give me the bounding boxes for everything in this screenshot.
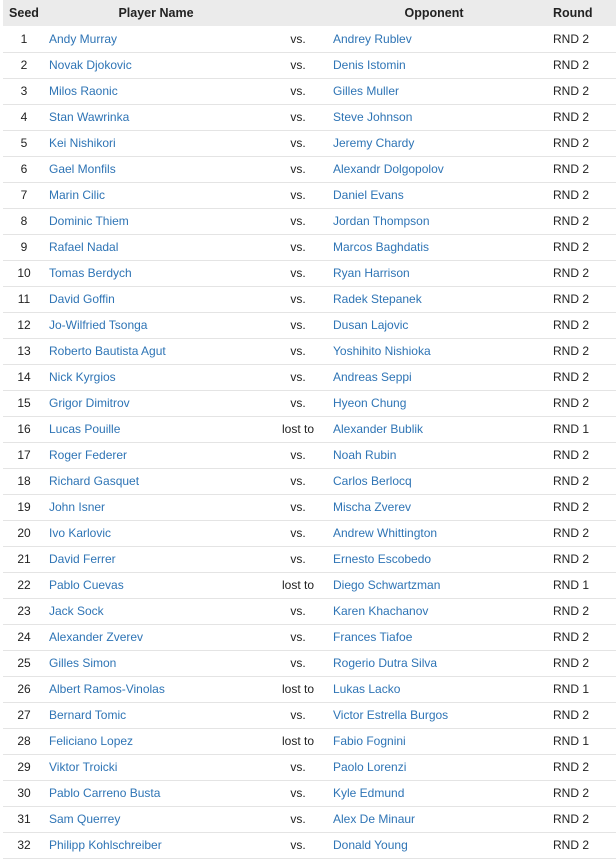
opponent-name-link[interactable]: Rogerio Dutra Silva: [333, 656, 438, 670]
round-cell: RND 2: [553, 448, 590, 462]
table-row: [3, 806, 616, 832]
table-body: [3, 26, 616, 858]
round-cell: RND 2: [553, 708, 590, 722]
player-name-link[interactable]: Jack Sock: [49, 604, 104, 618]
result-cell: vs.: [290, 812, 306, 826]
result-cell: vs.: [290, 838, 306, 852]
result-cell: vs.: [290, 318, 306, 332]
seed-cell: 2: [20, 58, 28, 72]
result-cell: vs.: [290, 110, 306, 124]
round-cell: RND 2: [553, 266, 590, 280]
opponent-name-link[interactable]: Gilles Muller: [333, 84, 400, 98]
opponent-name-link[interactable]: Diego Schwartzman: [333, 578, 441, 592]
seed-cell: 10: [17, 266, 31, 280]
player-name-link[interactable]: Rafael Nadal: [49, 240, 119, 254]
seed-cell: 31: [17, 812, 31, 826]
result-cell: lost to: [281, 578, 314, 592]
round-cell: RND 2: [553, 110, 590, 124]
opponent-name-link[interactable]: Ryan Harrison: [333, 266, 410, 280]
result-cell: vs.: [290, 344, 306, 358]
seed-cell: 15: [17, 396, 31, 410]
round-cell: RND 2: [553, 188, 590, 202]
round-cell: RND 2: [553, 630, 590, 644]
seed-cell: 16: [17, 422, 31, 436]
round-cell: RND 2: [553, 396, 590, 410]
player-name-link[interactable]: Albert Ramos-Vinolas: [49, 682, 165, 696]
round-cell: RND 1: [553, 422, 590, 436]
seed-cell: 3: [20, 84, 28, 98]
table-row: [3, 286, 616, 312]
seed-cell: 9: [20, 240, 28, 254]
seed-cell: 7: [20, 188, 28, 202]
round-cell: RND 2: [553, 838, 590, 852]
table-row: [3, 182, 616, 208]
player-name-link[interactable]: Grigor Dimitrov: [49, 396, 130, 410]
opponent-name-link[interactable]: Lukas Lacko: [333, 682, 401, 696]
result-cell: vs.: [290, 188, 306, 202]
player-name-link[interactable]: Roger Federer: [49, 448, 128, 462]
seed-cell: 6: [20, 162, 28, 176]
header-opponent: Opponent: [404, 6, 464, 20]
opponent-name-link[interactable]: Denis Istomin: [333, 58, 406, 72]
player-name-link[interactable]: Richard Gasquet: [49, 474, 140, 488]
round-cell: RND 2: [553, 786, 590, 800]
seed-cell: 13: [17, 344, 31, 358]
seed-cell: 14: [17, 370, 31, 384]
player-name-link[interactable]: Feliciano Lopez: [49, 734, 134, 748]
seed-cell: 11: [17, 292, 31, 306]
opponent-name-link[interactable]: Marcos Baghdatis: [333, 240, 430, 254]
player-name-link[interactable]: David Goffin: [49, 292, 115, 306]
round-cell: RND 2: [553, 656, 590, 670]
player-name-link[interactable]: Ivo Karlovic: [49, 526, 112, 540]
table-header: [3, 0, 616, 26]
header-round: Round: [553, 6, 593, 20]
seed-cell: 29: [17, 760, 31, 774]
round-cell: RND 2: [553, 31, 590, 46]
round-cell: RND 2: [553, 760, 590, 774]
result-cell: vs.: [290, 526, 306, 540]
player-name-link[interactable]: Dominic Thiem: [49, 214, 129, 228]
table-row: [3, 52, 616, 78]
result-cell: vs.: [290, 630, 306, 644]
table-row: [3, 832, 616, 858]
table-row: [3, 754, 616, 780]
player-name-link[interactable]: Bernard Tomic: [49, 708, 127, 722]
result-cell: vs.: [290, 448, 306, 462]
result-cell: vs.: [290, 552, 306, 566]
table-row: [3, 468, 616, 494]
player-name-link[interactable]: Andy Murray: [49, 31, 118, 46]
seed-cell: 23: [17, 604, 31, 618]
result-cell: vs.: [290, 58, 306, 72]
table-row: [3, 546, 616, 572]
table-row: [3, 364, 616, 390]
table-row: [3, 338, 616, 364]
seed-cell: 20: [17, 526, 31, 540]
seed-cell: 17: [17, 448, 31, 462]
seed-cell: 18: [17, 474, 31, 488]
round-cell: RND 2: [553, 84, 590, 98]
table-row: [3, 598, 616, 624]
round-cell: RND 2: [553, 812, 590, 826]
round-cell: RND 2: [553, 474, 590, 488]
opponent-name-link[interactable]: Frances Tiafoe: [333, 630, 413, 644]
result-cell: vs.: [290, 656, 306, 670]
round-cell: RND 2: [553, 370, 590, 384]
opponent-name-link[interactable]: Donald Young: [333, 838, 408, 852]
player-name-link[interactable]: Pablo Cuevas: [49, 578, 124, 592]
player-name-link[interactable]: Gilles Simon: [49, 656, 117, 670]
table-row: [3, 234, 616, 260]
player-name-link[interactable]: Sam Querrey: [49, 812, 121, 826]
seed-cell: 12: [17, 318, 31, 332]
round-cell: RND 2: [553, 136, 590, 150]
seed-cell: 21: [17, 552, 31, 566]
round-cell: RND 2: [553, 240, 590, 254]
result-cell: vs.: [290, 474, 306, 488]
round-cell: RND 2: [553, 292, 590, 306]
table-row: [3, 520, 616, 546]
result-cell: vs.: [290, 604, 306, 618]
opponent-name-link[interactable]: Paolo Lorenzi: [333, 760, 407, 774]
player-name-link[interactable]: Stan Wawrinka: [49, 110, 130, 124]
player-name-link[interactable]: Alexander Zverev: [49, 630, 144, 644]
round-cell: RND 2: [553, 318, 590, 332]
opponent-name-link[interactable]: Daniel Evans: [333, 188, 404, 202]
opponent-name-link[interactable]: Jordan Thompson: [333, 214, 430, 228]
table-row: [3, 260, 616, 286]
opponent-name-link[interactable]: Alexander Bublik: [333, 422, 424, 436]
opponent-name-link[interactable]: Hyeon Chung: [333, 396, 407, 410]
result-cell: vs.: [290, 760, 306, 774]
opponent-name-link[interactable]: Jeremy Chardy: [333, 136, 415, 150]
opponent-name-link[interactable]: Alexandr Dolgopolov: [333, 162, 444, 176]
table-row: [3, 156, 616, 182]
opponent-name-link[interactable]: Carlos Berlocq: [333, 474, 412, 488]
result-cell: vs.: [290, 240, 306, 254]
player-name-link[interactable]: Roberto Bautista Agut: [49, 344, 166, 358]
seed-cell: 5: [20, 136, 28, 150]
table-row: [3, 312, 616, 338]
result-cell: vs.: [290, 266, 306, 280]
result-cell: vs.: [290, 136, 306, 150]
player-name-link[interactable]: Milos Raonic: [49, 84, 118, 98]
player-name-link[interactable]: Novak Djokovic: [49, 58, 132, 72]
result-cell: vs.: [290, 214, 306, 228]
header-player-name: Player Name: [118, 6, 194, 20]
table-row: [3, 390, 616, 416]
result-cell: lost to: [281, 734, 314, 748]
header-seed: Seed: [9, 6, 39, 20]
opponent-name-link[interactable]: Andrey Rublev: [333, 31, 412, 46]
seed-cell: 1: [20, 31, 28, 46]
result-cell: vs.: [290, 500, 306, 514]
player-name-link[interactable]: John Isner: [49, 500, 106, 514]
player-name-link[interactable]: Gael Monfils: [49, 162, 116, 176]
player-name-link[interactable]: Jo-Wilfried Tsonga: [49, 318, 148, 332]
result-cell: vs.: [290, 786, 306, 800]
table-row: [3, 442, 616, 468]
player-name-link[interactable]: Lucas Pouille: [49, 422, 121, 436]
table-row: [3, 494, 616, 520]
table-row: [3, 130, 616, 156]
seed-cell: 27: [17, 708, 31, 722]
table-row: [3, 416, 616, 442]
result-cell: vs.: [290, 708, 306, 722]
result-cell: vs.: [290, 84, 306, 98]
opponent-name-link[interactable]: Andrew Whittington: [333, 526, 438, 540]
round-cell: RND 1: [553, 734, 590, 748]
round-cell: RND 2: [553, 604, 590, 618]
table-row: [3, 78, 616, 104]
table-row: [3, 104, 616, 130]
player-name-link[interactable]: Tomas Berdych: [49, 266, 132, 280]
result-cell: vs.: [290, 370, 306, 384]
header-row: [3, 0, 616, 26]
table-row: [3, 572, 616, 598]
result-cell: lost to: [281, 682, 314, 696]
table-row: [3, 26, 616, 52]
round-cell: RND 1: [553, 682, 590, 696]
player-name-link[interactable]: Pablo Carreno Busta: [49, 786, 161, 800]
opponent-name-link[interactable]: Alex De Minaur: [333, 812, 416, 826]
opponent-name-link[interactable]: Mischa Zverev: [333, 500, 412, 514]
seed-cell: 4: [20, 110, 28, 124]
opponent-name-link[interactable]: Ernesto Escobedo: [333, 552, 432, 566]
opponent-name-link[interactable]: Fabio Fognini: [333, 734, 406, 748]
opponent-name-link[interactable]: Kyle Edmund: [333, 786, 405, 800]
seed-cell: 24: [17, 630, 31, 644]
result-cell: vs.: [290, 162, 306, 176]
seeded-players-table: [3, 0, 616, 859]
round-cell: RND 2: [553, 552, 590, 566]
result-cell: vs.: [290, 31, 306, 46]
table-row: [3, 208, 616, 234]
round-cell: RND 2: [553, 526, 590, 540]
round-cell: RND 1: [553, 578, 590, 592]
table-row: [3, 676, 616, 702]
header-result: [267, 0, 329, 26]
seed-cell: 26: [17, 682, 31, 696]
result-cell: vs.: [290, 396, 306, 410]
player-name-link[interactable]: Nick Kyrgios: [49, 370, 116, 384]
opponent-name-link[interactable]: Andreas Seppi: [333, 370, 412, 384]
seed-cell: 22: [17, 578, 31, 592]
seed-cell: 8: [20, 214, 28, 228]
player-name-link[interactable]: David Ferrer: [49, 552, 116, 566]
player-name-link[interactable]: Marin Cilic: [49, 188, 106, 202]
seed-cell: 19: [17, 500, 31, 514]
round-cell: RND 2: [553, 58, 590, 72]
round-cell: RND 2: [553, 162, 590, 176]
seed-cell: 28: [17, 734, 31, 748]
result-cell: lost to: [281, 422, 314, 436]
table-row: [3, 728, 616, 754]
opponent-name-link[interactable]: Victor Estrella Burgos: [333, 708, 449, 722]
table-row: [3, 702, 616, 728]
opponent-name-link[interactable]: Yoshihito Nishioka: [333, 344, 431, 358]
opponent-name-link[interactable]: Noah Rubin: [333, 448, 397, 462]
table-row: [3, 780, 616, 806]
seed-cell: 25: [17, 656, 31, 670]
opponent-name-link[interactable]: Steve Johnson: [333, 110, 413, 124]
opponent-name-link[interactable]: Radek Stepanek: [333, 292, 422, 306]
seed-cell: 30: [17, 786, 31, 800]
opponent-name-link[interactable]: Dusan Lajovic: [333, 318, 409, 332]
player-name-link[interactable]: Viktor Troicki: [49, 760, 118, 774]
opponent-name-link[interactable]: Karen Khachanov: [333, 604, 429, 618]
player-name-link[interactable]: Kei Nishikori: [49, 136, 116, 150]
seed-cell: 32: [17, 838, 31, 852]
result-cell: vs.: [290, 292, 306, 306]
round-cell: RND 2: [553, 344, 590, 358]
player-name-link[interactable]: Philipp Kohlschreiber: [49, 838, 162, 852]
round-cell: RND 2: [553, 500, 590, 514]
table-row: [3, 650, 616, 676]
table-row: [3, 624, 616, 650]
round-cell: RND 2: [553, 214, 590, 228]
